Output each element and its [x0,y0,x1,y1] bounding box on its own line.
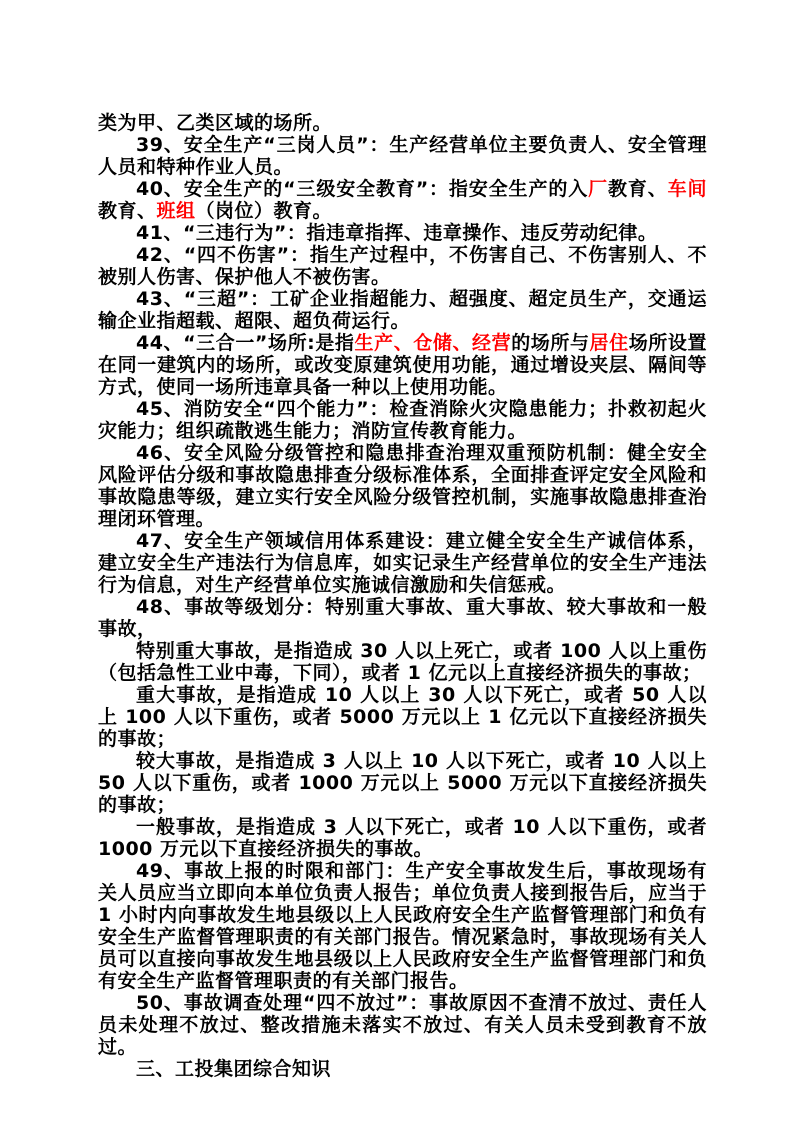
paragraph-item-38-continuation [98,112,707,134]
highlighted-text: 居住 [589,332,629,354]
highlighted-text: 班组 [156,200,196,222]
text-run: 类为甲、乙类区域的场所。 [98,112,333,134]
paragraph-item-50 [98,992,707,1058]
text-run: 43、“三超”：工矿企业指超能力、超强度、超定员生产，交通运输企业指超载、超限、超负荷运行。 [98,288,707,332]
paragraph-item-47 [98,530,707,596]
highlighted-text: 厂 [588,178,608,200]
text-run: 44、“三合一”场所:是指 [136,332,355,354]
document-body [98,112,707,1080]
text-run: 的场所与 [511,332,590,354]
paragraph-item-42 [98,244,707,288]
text-run: 一般事故，是指造成 3 人以下死亡，或者 10 人以下重伤，或者 1000 万元以下直接经济损失的事故。 [98,816,707,860]
paragraph-item-41 [98,222,707,244]
paragraph-item-40 [98,178,707,222]
text-run: 教育、 [607,178,668,200]
paragraph-item-48 [98,596,707,640]
paragraph-item-48-ordinary [98,816,707,860]
text-run: 45、消防安全“四个能力”：检查消除火灾隐患能力；扑救初起火灾能力；组织疏散逃生能力；消防宣传教育能力。 [98,398,707,442]
text-run: 41、“三违行为”：指违章指挥、违章操作、违反劳动纪律。 [136,222,658,244]
paragraph-item-48-major [98,684,707,750]
paragraph-item-44 [98,332,707,398]
highlighted-text: 车间 [667,178,707,200]
paragraph-item-45 [98,398,707,442]
text-run: 三、工投集团综合知识 [136,1058,332,1080]
paragraph-item-49 [98,860,707,992]
text-run: 39、安全生产“三岗人员”：生产经营单位主要负责人、安全管理人员和特种作业人员。 [98,134,707,178]
text-run: （岗位）教育。 [195,200,333,222]
paragraph-item-43 [98,288,707,332]
text-run: 48、事故等级划分：特别重大事故、重大事故、较大事故和一般事故， [98,596,707,640]
text-run: 46、安全风险分级管控和隐患排查治理双重预防机制：健全安全风险评估分级和事故隐患排查分级标准体系，全面排查评定安全风险和事故隐患等级，建立实行安全风险分级管控机制，实施事故隐患排查治理闭环管理。 [98,442,707,530]
text-run: 42、“四不伤害”：指生产过程中，不伤害自己、不伤害别人、不被别人伤害、保护他人不被伤害。 [98,244,707,288]
paragraph-item-46 [98,442,707,530]
paragraph-item-48-larger [98,750,707,816]
text-run: 49、事故上报的时限和部门：生产安全事故发生后，事故现场有关人员应当立即向本单位负责人报告；单位负责人接到报告后，应当于 1 小时内向事故发生地县级以上人民政府安全生产监督管理部门和负有安全生产监督管理职责的有关部门报告。情况紧急时，事故现场有关人员可以直接向事故发生地县级以上人民政府安全生产监督管理部门和负有安全生产监督管理职责的有关部门报告。 [98,860,707,992]
paragraph-item-48-special-major [98,640,707,684]
paragraph-section-heading-3 [98,1058,707,1080]
text-run: 场所设置在同一建筑内的场所，或改变原建筑使用功能，通过增设夹层、隔间等方式，使同一场所违章具备一种以上使用功能。 [98,332,707,398]
text-run: 重大事故，是指造成 10 人以上 30 人以下死亡，或者 50 人以上 100 人以下重伤，或者 5000 万元以上 1 亿元以下直接经济损失的事故； [98,684,707,750]
text-run: 40、安全生产的“三级安全教育”：指安全生产的入 [136,178,589,200]
text-run: 50、事故调查处理“四不放过”：事故原因不查清不放过、责任人员未处理不放过、整改措施未落实不放过、有关人员未受到教育不放过。 [98,992,707,1058]
highlighted-text: 生产、仓储、经营 [354,332,512,354]
text-run: 教育、 [98,200,157,222]
text-run: 较大事故，是指造成 3 人以上 10 人以下死亡，或者 10 人以上 50 人以下重伤，或者 1000 万元以上 5000 万元以下直接经济损失的事故； [98,750,707,816]
text-run: 47、安全生产领域信用体系建设：建立健全安全生产诚信体系，建立安全生产违法行为信息库，如实记录生产经营单位的安全生产违法行为信息，对生产经营单位实施诚信激励和失信惩戒。 [98,530,707,596]
paragraph-item-39 [98,134,707,178]
text-run: 特别重大事故，是指造成 30 人以上死亡，或者 100 人以上重伤（包括急性工业中毒，下同），或者 1 亿元以上直接经济损失的事故； [98,640,707,684]
